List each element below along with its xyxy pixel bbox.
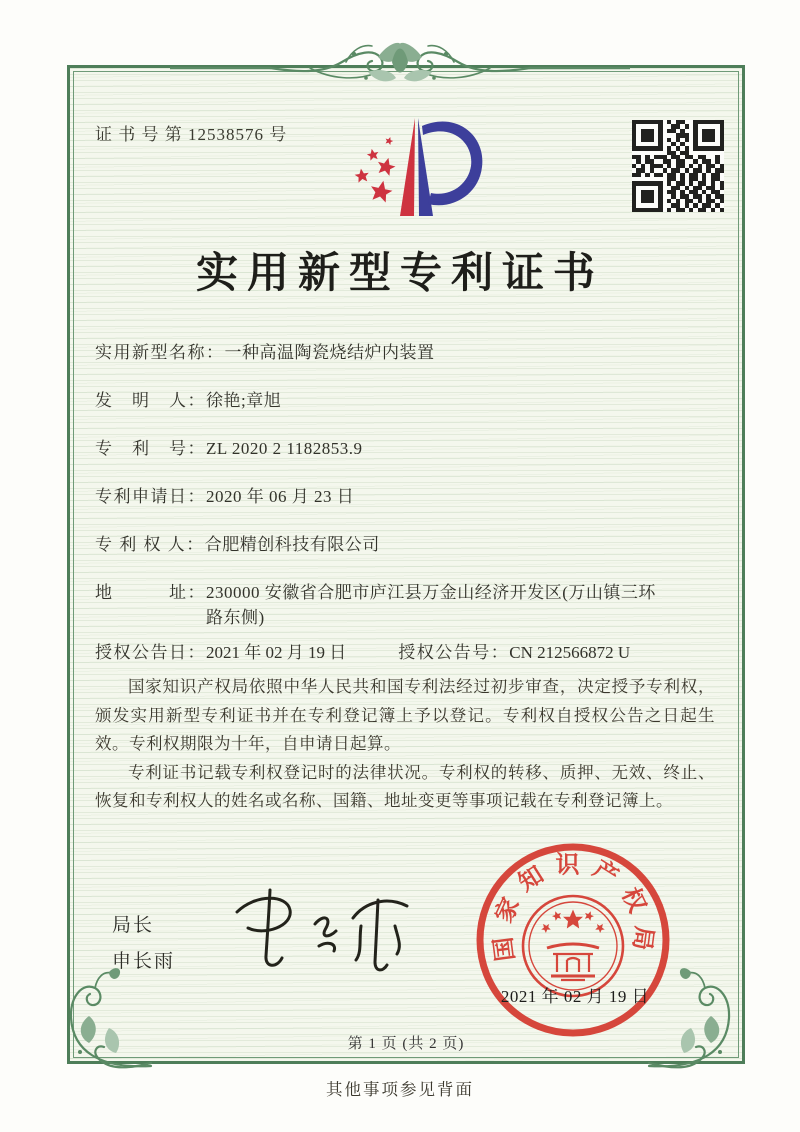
field-label: 专 利 号： bbox=[95, 439, 206, 458]
certificate-title: 实用新型专利证书 bbox=[195, 251, 604, 297]
field-value: ZL 2020 2 1182853.9 bbox=[206, 439, 363, 458]
legal-paragraph-1: 国家知识产权局依照中华人民共和国专利法经过初步审查，决定授予专利权，颁发实用新型专利证书并在专利登记簿上予以登记。专利权自授权公告之日起生效。专利权期限为十年，自申请日起算。 bbox=[95, 677, 715, 753]
field-value: 合肥精创科技有限公司 bbox=[204, 535, 380, 554]
cnipa-logo-icon bbox=[343, 110, 485, 238]
grant-date-pair bbox=[95, 640, 346, 665]
field-value: 230000 安徽省合肥市庐江县万金山经济开发区(万山镇三环路东侧) bbox=[206, 583, 656, 627]
back-side-note: 其他事项参见背面 bbox=[326, 1080, 474, 1099]
field-row-name bbox=[95, 340, 715, 365]
field-value: 徐艳;章旭 bbox=[206, 391, 282, 410]
field-label: 地 址： bbox=[95, 583, 206, 602]
field-row-inventor bbox=[95, 388, 715, 413]
qr-code bbox=[632, 120, 724, 212]
grant-number-pair bbox=[398, 640, 630, 665]
field-label: 发 明 人： bbox=[95, 391, 206, 410]
commissioner-block bbox=[112, 908, 175, 980]
commissioner-name: 申长雨 bbox=[112, 951, 176, 972]
field-label: 实用新型名称： bbox=[95, 343, 225, 362]
field-label: 专利申请日： bbox=[95, 487, 206, 506]
grant-number-value: CN 212566872 U bbox=[509, 643, 631, 662]
field-row-filing-date bbox=[95, 484, 715, 509]
field-row-address bbox=[95, 580, 715, 630]
bottom-left-flourish bbox=[56, 966, 156, 1071]
legal-paragraphs bbox=[95, 673, 715, 816]
top-border-ornament bbox=[170, 26, 630, 88]
page-number: 第 1 页 (共 2 页) bbox=[347, 1036, 465, 1052]
seal-text: 国家知识产权局 bbox=[489, 852, 657, 963]
national-emblem-icon bbox=[523, 896, 623, 996]
grant-number-label: 授权公告号： bbox=[398, 643, 510, 662]
field-label: 专 利 权 人： bbox=[95, 535, 205, 554]
official-seal bbox=[473, 840, 673, 1040]
seal-date: 2021 年 02 月 19 日 bbox=[500, 987, 650, 1006]
field-row-patent-number bbox=[95, 436, 715, 461]
field-row-patentee bbox=[95, 532, 715, 557]
field-value: 一种高温陶瓷烧结炉内装置 bbox=[224, 343, 435, 362]
certificate-number: 证 书 号 第 12538576 号 bbox=[95, 125, 288, 144]
grant-date-label: 授权公告日： bbox=[95, 643, 206, 662]
commissioner-signature-icon bbox=[215, 882, 425, 987]
commissioner-title: 局长 bbox=[112, 915, 155, 936]
grant-date-value: 2021 年 02 月 19 日 bbox=[206, 643, 347, 662]
grant-row bbox=[95, 640, 715, 665]
certificate-body bbox=[95, 340, 715, 816]
field-value: 2020 年 06 月 23 日 bbox=[206, 487, 355, 506]
legal-paragraph-2: 专利证书记载专利权登记时的法律状况。专利权的转移、质押、无效、终止、恢复和专利权人的姓名或名称、国籍、地址变更等事项记载在专利登记簿上。 bbox=[95, 762, 715, 810]
